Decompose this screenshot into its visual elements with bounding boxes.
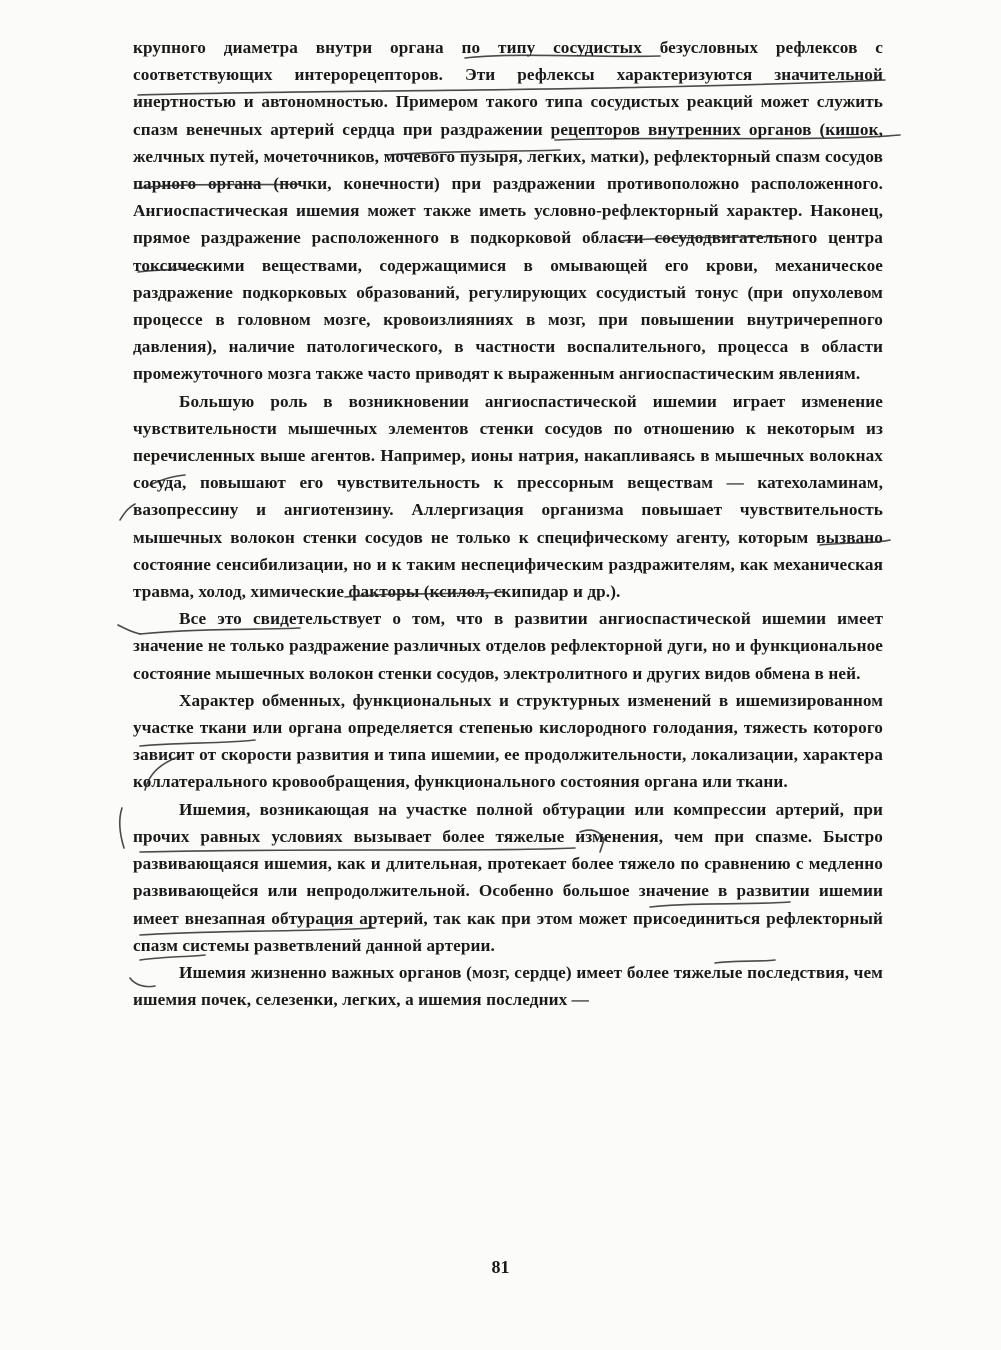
paragraph-5: Ишемия, возникающая на участке полной обтурации или компрессии артерий, при прочих равных условиях вызывает более тяжелые изменения, чем при спазме. Быстро развивающаяся ишемия, как и длительная, протекает более тяжело по сравнению с медленно развивающейся или непродолжительной. Особенно большое значение в развитии ишемии имеет внезапная обтурация артерий, так как при этом может присоединиться рефлекторный спазм системы разветвлений данной артерии. [133, 799, 883, 955]
page-number: 81 [491, 1257, 510, 1277]
paragraph-6: Ишемия жизненно важных органов (мозг, сердце) имеет более тяжелые последствия, чем ишемия почек, селезенки, легких, а ишемия последних — [133, 962, 883, 1010]
paragraph-3: Все это свидетельствует о том, что в развитии ангиоспастической ишемии имеет значение не только раздражение различных отделов рефлекторной дуги, но и функциональное состояние мышечных волокон стенки сосудов, электролитного и других видов обмена в ней. [133, 609, 883, 683]
paragraph-1: крупного диаметра внутри органа по типу сосудистых безусловных рефлексов с соответствующих интерорецепторов. Эти рефлексы характеризуются значительной инертностью и автономностью. Примером такого типа сосудистых реакций может служить спазм венечных артерий сердца при раздражении рецепторов внутренних органов (кишок, желчных путей, мочеточников, мочевого пузыря, легких, матки), рефлекторный спазм сосудов парного органа (почки, конечности) при раздражении противоположно расположенного. Ангиоспастическая ишемия может также иметь условно-рефлекторный характер. Наконец, прямое раздражение расположенного в подкорковой области сосудодвигательного центра токсическими веществами, содержащимися в омывающей его крови, механическое раздражение подкорковых образований, регулирующих сосудистый тонус (при опухолевом процессе в головном мозге, кровоизлияниях в мозг, при повышении внутричерепного давления), наличие патологического, в частности воспалительного, процесса в области промежуточного мозга также часто приводят к выраженным ангиоспастическим явлениям. [133, 38, 883, 384]
body-text [133, 34, 883, 1013]
paragraph-2: Большую роль в возникновении ангиоспастической ишемии играет изменение чувствительности мышечных элементов стенки сосудов по отношению к некоторым из перечисленных выше агентов. Например, ионы натрия, накапливаясь в мышечных волокнах сосуда, повышают его чувствительность к прессорным веществам — катехоламинам, вазопрессину и ангиотензину. Аллергизация организма повышает чувствительность мышечных волокон стенки сосудов не только к специфическому агенту, которым вызвано состояние сенсибилизации, но и к таким неспецифическим раздражителям, как механическая травма, холод, химические факторы (ксилол, скипидар и др.). [133, 391, 883, 602]
margin-mark [120, 808, 124, 848]
paragraph-4: Характер обменных, функциональных и структурных изменений в ишемизированном участке ткани или органа определяется степенью кислородного голодания, тяжесть которого зависит от скорости развития и типа ишемии, ее продолжительности, локализации, характера коллатерального кровообращения, функционального состояния органа или ткани. [133, 690, 883, 792]
